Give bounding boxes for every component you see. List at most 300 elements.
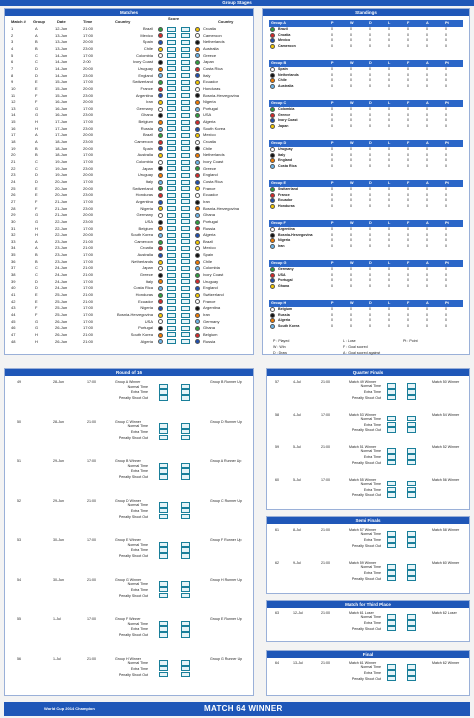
home-score-input[interactable] xyxy=(167,193,176,198)
away-team: Honduras xyxy=(203,85,221,91)
home-score-input[interactable] xyxy=(159,666,168,672)
match-time: 21:00 xyxy=(321,661,330,665)
home-score-input[interactable] xyxy=(167,226,176,231)
home-score-input[interactable] xyxy=(167,27,176,32)
match-number: 58 xyxy=(275,412,279,417)
home-score-input[interactable] xyxy=(167,166,176,171)
home-flag-icon xyxy=(158,266,163,271)
match-number: 56 xyxy=(17,656,21,661)
standing-team: Cameroon xyxy=(278,43,296,48)
home-score-input[interactable] xyxy=(167,239,176,244)
match-row xyxy=(5,319,253,326)
away-team: Group C Runner Up xyxy=(210,498,242,503)
away-score-input[interactable] xyxy=(181,435,190,441)
away-score-input[interactable] xyxy=(181,266,190,271)
home-team: Germany xyxy=(136,212,153,218)
match-date: 19-Jun xyxy=(55,165,68,171)
standing-value: 0 xyxy=(445,203,447,208)
away-score-input[interactable] xyxy=(181,86,190,91)
standing-value: 0 xyxy=(350,278,352,282)
match-number: 62 xyxy=(275,561,279,565)
away-score-input[interactable] xyxy=(181,474,190,480)
away-score-input[interactable] xyxy=(181,80,190,85)
home-score-input[interactable] xyxy=(387,492,396,498)
away-score-input[interactable] xyxy=(181,73,190,78)
home-score-input[interactable] xyxy=(167,173,176,178)
away-score-input[interactable] xyxy=(181,100,190,105)
away-score-input[interactable] xyxy=(181,27,190,32)
home-score-input[interactable] xyxy=(159,672,168,678)
away-score-input[interactable] xyxy=(181,40,190,45)
home-score-input[interactable] xyxy=(167,180,176,185)
standing-value: 0 xyxy=(445,78,447,82)
away-score-input[interactable] xyxy=(181,542,190,548)
home-score-input[interactable] xyxy=(167,273,176,278)
home-score-input[interactable] xyxy=(167,339,176,344)
home-score-input[interactable] xyxy=(159,468,168,474)
extra-time-label: Extra Time xyxy=(130,587,148,592)
match-time: 23:00 xyxy=(83,205,94,211)
away-score-input[interactable] xyxy=(181,173,190,178)
standing-team: USA xyxy=(278,272,286,277)
away-score-input[interactable] xyxy=(181,626,190,632)
home-score-input[interactable] xyxy=(167,246,176,251)
standing-value: 0 xyxy=(426,187,428,191)
match-row xyxy=(5,46,253,53)
home-score-input[interactable] xyxy=(167,140,176,145)
match-number: 23 xyxy=(11,172,16,178)
away-score-input[interactable] xyxy=(181,253,190,258)
away-score-input[interactable] xyxy=(181,273,190,278)
match-time: 20:00 xyxy=(83,99,94,105)
standings-panel xyxy=(262,8,470,355)
away-score-input[interactable] xyxy=(181,306,190,311)
away-score-input[interactable] xyxy=(181,389,190,395)
match-group: F xyxy=(35,99,38,105)
away-score-input[interactable] xyxy=(181,463,190,469)
match-number: 59 xyxy=(275,445,279,449)
away-score-input[interactable] xyxy=(407,576,416,582)
standing-value: 0 xyxy=(445,198,447,202)
home-score-input[interactable] xyxy=(167,286,176,291)
away-score-input[interactable] xyxy=(181,502,190,508)
standing-value: 0 xyxy=(369,307,371,311)
match-group: D xyxy=(35,172,38,178)
away-score-input[interactable] xyxy=(181,186,190,191)
extra-time-label: Extra Time xyxy=(130,548,148,553)
away-score-input[interactable] xyxy=(181,286,190,291)
stand-col-header: D xyxy=(369,21,372,25)
away-score-input[interactable] xyxy=(181,113,190,118)
away-score-input[interactable] xyxy=(181,60,190,65)
home-score-input[interactable] xyxy=(387,427,396,433)
knockout-match xyxy=(5,577,253,615)
home-score-input[interactable] xyxy=(159,621,168,627)
home-score-input[interactable] xyxy=(159,435,168,441)
away-score-input[interactable] xyxy=(181,423,190,429)
home-score-input[interactable] xyxy=(387,576,396,582)
away-score-input[interactable] xyxy=(181,120,190,125)
stand-col-header: Pt xyxy=(445,301,449,305)
away-score-input[interactable] xyxy=(181,199,190,204)
away-score-input[interactable] xyxy=(181,672,190,678)
home-score-input[interactable] xyxy=(167,53,176,58)
away-score-input[interactable] xyxy=(181,66,190,71)
away-score-input[interactable] xyxy=(181,259,190,264)
match-row xyxy=(5,265,253,272)
match-row xyxy=(5,226,253,233)
home-score-input[interactable] xyxy=(159,423,168,429)
match-time: 17:00 xyxy=(83,119,94,125)
match-row xyxy=(5,332,253,339)
away-score-input[interactable] xyxy=(181,587,190,593)
group-title xyxy=(269,140,463,147)
away-score-input[interactable] xyxy=(181,279,190,284)
home-flag-icon xyxy=(158,213,163,218)
match-date: 26-Jun xyxy=(55,318,68,324)
home-team: Belgium xyxy=(138,119,153,125)
home-score-input[interactable] xyxy=(159,395,168,401)
match-row xyxy=(5,312,253,319)
extra-time-label: Extra Time xyxy=(130,429,148,434)
standing-value: 0 xyxy=(445,67,447,71)
home-score-input[interactable] xyxy=(387,543,396,549)
match-group: B xyxy=(35,39,38,45)
away-score-input[interactable] xyxy=(181,153,190,158)
away-score-input[interactable] xyxy=(407,492,416,498)
home-score-input[interactable] xyxy=(167,113,176,118)
away-score-input[interactable] xyxy=(181,332,190,337)
away-score-input[interactable] xyxy=(181,133,190,138)
home-score-input[interactable] xyxy=(167,206,176,211)
away-score-input[interactable] xyxy=(181,239,190,244)
home-team: Netherlands xyxy=(131,258,153,264)
home-score-input[interactable] xyxy=(167,80,176,85)
home-team: Colombia xyxy=(136,52,153,58)
home-score-input[interactable] xyxy=(159,429,168,435)
home-score-input[interactable] xyxy=(159,593,168,599)
home-team: Spain xyxy=(142,39,153,45)
away-score-input[interactable] xyxy=(181,140,190,145)
home-score-input[interactable] xyxy=(167,106,176,111)
away-flag-icon xyxy=(195,93,200,98)
home-team: France xyxy=(140,85,153,91)
standing-value: 0 xyxy=(350,67,352,71)
away-flag-icon xyxy=(195,193,200,198)
away-score-input[interactable] xyxy=(181,319,190,324)
home-score-input[interactable] xyxy=(167,326,176,331)
match-time: 21:00 xyxy=(83,265,94,271)
away-score-input[interactable] xyxy=(181,146,190,151)
away-team: Cameroon xyxy=(203,32,222,38)
away-score-input[interactable] xyxy=(181,93,190,98)
standing-value: 0 xyxy=(388,158,390,162)
away-team: Switzerland xyxy=(203,292,224,297)
away-score-input[interactable] xyxy=(407,427,416,433)
away-score-input[interactable] xyxy=(181,508,190,514)
away-score-input[interactable] xyxy=(181,339,190,344)
group-name: Group C xyxy=(271,101,287,105)
home-flag-icon xyxy=(158,306,163,311)
away-score-input[interactable] xyxy=(181,429,190,435)
away-flag-icon xyxy=(195,279,200,284)
group-name: Group H xyxy=(271,301,287,305)
away-score-input[interactable] xyxy=(407,460,416,466)
away-score-input[interactable] xyxy=(181,180,190,185)
away-score-input[interactable] xyxy=(181,660,190,666)
home-score-input[interactable] xyxy=(159,474,168,480)
stand-col-header: A xyxy=(426,181,429,185)
match-date: 28-Jun xyxy=(53,380,64,384)
match-date: 29-Jun xyxy=(53,498,64,503)
standing-value: 0 xyxy=(407,43,409,48)
match-row xyxy=(5,139,253,146)
home-score-input[interactable] xyxy=(167,146,176,151)
group-title xyxy=(269,220,463,227)
away-score-input[interactable] xyxy=(181,468,190,474)
away-score-input[interactable] xyxy=(181,206,190,211)
match-row xyxy=(5,166,253,173)
standing-value: 0 xyxy=(407,112,409,117)
away-score-input[interactable] xyxy=(181,106,190,111)
standing-value: 0 xyxy=(445,307,447,311)
home-score-input[interactable] xyxy=(167,73,176,78)
match-date: 13-Jun xyxy=(55,32,68,38)
home-score-input[interactable] xyxy=(167,133,176,138)
match-date: 29-Jun xyxy=(53,459,64,463)
home-score-input[interactable] xyxy=(159,542,168,548)
home-score-input[interactable] xyxy=(159,587,168,593)
match-time: 17:00 xyxy=(321,477,330,482)
away-score-input[interactable] xyxy=(181,219,190,224)
home-score-input[interactable] xyxy=(159,547,168,553)
standing-team: Australia xyxy=(278,83,294,88)
away-score-input[interactable] xyxy=(181,126,190,131)
match-date: 24-Jun xyxy=(55,272,68,278)
extra-time-label: Extra Time xyxy=(363,671,381,676)
match-number: 36 xyxy=(11,258,16,264)
match-number: 11 xyxy=(11,92,16,98)
away-score-input[interactable] xyxy=(181,384,190,390)
stand-col-header: D xyxy=(369,141,372,145)
standing-value: 0 xyxy=(369,83,371,88)
home-team: England xyxy=(138,72,153,78)
match-time: 21:00 xyxy=(83,238,94,244)
away-score-input[interactable] xyxy=(181,547,190,553)
home-score-input[interactable] xyxy=(387,626,396,632)
away-team: Nigeria xyxy=(203,99,216,105)
normal-time-label: Normal Time xyxy=(127,582,148,587)
home-score-input[interactable] xyxy=(159,389,168,395)
home-score-input[interactable] xyxy=(167,293,176,298)
home-score-input[interactable] xyxy=(167,219,176,224)
standing-value: 0 xyxy=(445,267,447,271)
home-score-input[interactable] xyxy=(167,160,176,165)
away-team: Netherlands xyxy=(203,39,225,45)
away-team: Russia xyxy=(203,225,216,231)
away-score-input[interactable] xyxy=(181,233,190,238)
home-score-input[interactable] xyxy=(387,460,396,466)
home-score-input[interactable] xyxy=(167,266,176,271)
away-score-input[interactable] xyxy=(181,553,190,559)
standing-team: Nigeria xyxy=(278,238,291,242)
away-score-input[interactable] xyxy=(181,299,190,304)
away-team: Argentina xyxy=(203,305,221,311)
stand-col-header: Pt xyxy=(445,141,449,145)
home-flag-icon xyxy=(158,67,163,72)
home-flag-icon xyxy=(158,200,163,205)
home-score-input[interactable] xyxy=(159,463,168,469)
home-score-input[interactable] xyxy=(159,553,168,559)
away-flag-icon xyxy=(195,140,200,145)
away-score-input[interactable] xyxy=(181,226,190,231)
home-score-input[interactable] xyxy=(167,60,176,65)
home-score-input[interactable] xyxy=(167,40,176,45)
away-score-input[interactable] xyxy=(181,213,190,218)
home-score-input[interactable] xyxy=(167,186,176,191)
home-score-input[interactable] xyxy=(167,259,176,264)
home-score-input[interactable] xyxy=(167,47,176,52)
standing-value: 0 xyxy=(445,232,447,237)
home-score-input[interactable] xyxy=(387,395,396,401)
home-flag-icon xyxy=(158,313,163,318)
match-time: 23:00 xyxy=(83,92,94,98)
home-score-input[interactable] xyxy=(159,626,168,632)
standing-value: 0 xyxy=(388,238,390,242)
normal-time-label: Normal Time xyxy=(360,615,381,620)
away-score-input[interactable] xyxy=(181,395,190,401)
standing-value: 0 xyxy=(350,312,352,317)
home-flag-icon xyxy=(158,260,163,265)
match-group: B xyxy=(35,258,38,264)
away-score-input[interactable] xyxy=(181,246,190,251)
home-score-input[interactable] xyxy=(167,233,176,238)
away-team: Brazil xyxy=(203,238,214,244)
home-score-input[interactable] xyxy=(167,120,176,125)
away-score-input[interactable] xyxy=(181,53,190,58)
home-score-input[interactable] xyxy=(167,313,176,318)
away-score-input[interactable] xyxy=(407,626,416,632)
away-flag-icon xyxy=(195,286,200,291)
match-number: 21 xyxy=(11,159,16,164)
standing-value: 0 xyxy=(350,272,352,277)
home-score-input[interactable] xyxy=(159,514,168,520)
home-team: Nigeria xyxy=(140,205,153,211)
match-number: 33 xyxy=(11,238,16,244)
away-score-input[interactable] xyxy=(181,33,190,38)
home-score-input[interactable] xyxy=(167,33,176,38)
away-score-input[interactable] xyxy=(181,313,190,318)
home-score-input[interactable] xyxy=(167,153,176,158)
standing-value: 0 xyxy=(407,107,409,111)
away-score-input[interactable] xyxy=(181,593,190,599)
match-number: 18 xyxy=(11,139,16,145)
group-name: Group F xyxy=(271,221,286,225)
standing-team: Honduras xyxy=(278,203,295,208)
standing-value: 0 xyxy=(369,238,371,242)
group-table xyxy=(269,260,463,300)
away-score-input[interactable] xyxy=(181,160,190,165)
away-score-input[interactable] xyxy=(181,581,190,587)
home-score-input[interactable] xyxy=(167,319,176,324)
home-score-input[interactable] xyxy=(167,86,176,91)
home-score-input[interactable] xyxy=(167,253,176,258)
away-score-input[interactable] xyxy=(181,621,190,627)
home-score-input[interactable] xyxy=(387,676,396,682)
home-score-input[interactable] xyxy=(167,213,176,218)
home-score-input[interactable] xyxy=(167,93,176,98)
away-flag-icon xyxy=(195,293,200,298)
away-team: Ecuador xyxy=(203,79,218,85)
team-flag-icon xyxy=(270,324,275,329)
away-team: Greece xyxy=(203,165,217,171)
home-score-input[interactable] xyxy=(167,126,176,131)
home-score-input[interactable] xyxy=(167,199,176,204)
away-score-input[interactable] xyxy=(181,326,190,331)
home-score-input[interactable] xyxy=(159,502,168,508)
home-score-input[interactable] xyxy=(167,306,176,311)
home-score-input[interactable] xyxy=(159,581,168,587)
standing-team: Mexico xyxy=(278,38,291,42)
away-score-input[interactable] xyxy=(181,193,190,198)
away-score-input[interactable] xyxy=(407,676,416,682)
match-group: A xyxy=(35,26,38,31)
home-score-input[interactable] xyxy=(159,632,168,638)
away-score-input[interactable] xyxy=(407,543,416,549)
away-score-input[interactable] xyxy=(181,666,190,672)
standing-value: 0 xyxy=(369,278,371,282)
home-score-input[interactable] xyxy=(159,508,168,514)
standing-value: 0 xyxy=(388,118,390,122)
away-score-input[interactable] xyxy=(181,293,190,298)
standing-value: 0 xyxy=(350,118,352,122)
away-score-input[interactable] xyxy=(181,632,190,638)
home-score-input[interactable] xyxy=(159,660,168,666)
away-flag-icon xyxy=(195,339,200,344)
away-score-input[interactable] xyxy=(407,395,416,401)
away-score-input[interactable] xyxy=(181,166,190,171)
away-team: South Korea xyxy=(203,125,226,131)
standing-value: 0 xyxy=(369,318,371,322)
standing-value: 0 xyxy=(445,107,447,111)
standing-value: 0 xyxy=(426,38,428,42)
group-title xyxy=(269,100,463,107)
standing-value: 0 xyxy=(388,32,390,37)
group-table xyxy=(269,140,463,180)
match-group: D xyxy=(35,278,38,284)
home-team: Cameroon xyxy=(134,139,153,145)
match-date: 23-Jun xyxy=(55,258,68,264)
home-score-input[interactable] xyxy=(159,384,168,390)
match-time: 20:00 xyxy=(83,65,94,71)
standing-value: 0 xyxy=(445,72,447,77)
home-team: Spain xyxy=(142,145,153,151)
team-flag-icon xyxy=(270,124,275,129)
home-score-input[interactable] xyxy=(167,299,176,304)
home-score-input[interactable] xyxy=(167,332,176,337)
stand-col-header: F xyxy=(407,61,410,65)
group-title xyxy=(269,260,463,267)
home-score-input[interactable] xyxy=(167,100,176,105)
home-flag-icon xyxy=(158,193,163,198)
home-flag-icon xyxy=(158,73,163,78)
match-time: 21:00 xyxy=(83,245,94,251)
away-score-input[interactable] xyxy=(181,47,190,52)
home-score-input[interactable] xyxy=(167,279,176,284)
away-score-input[interactable] xyxy=(181,514,190,520)
match-row xyxy=(5,33,253,40)
home-score-input[interactable] xyxy=(167,66,176,71)
